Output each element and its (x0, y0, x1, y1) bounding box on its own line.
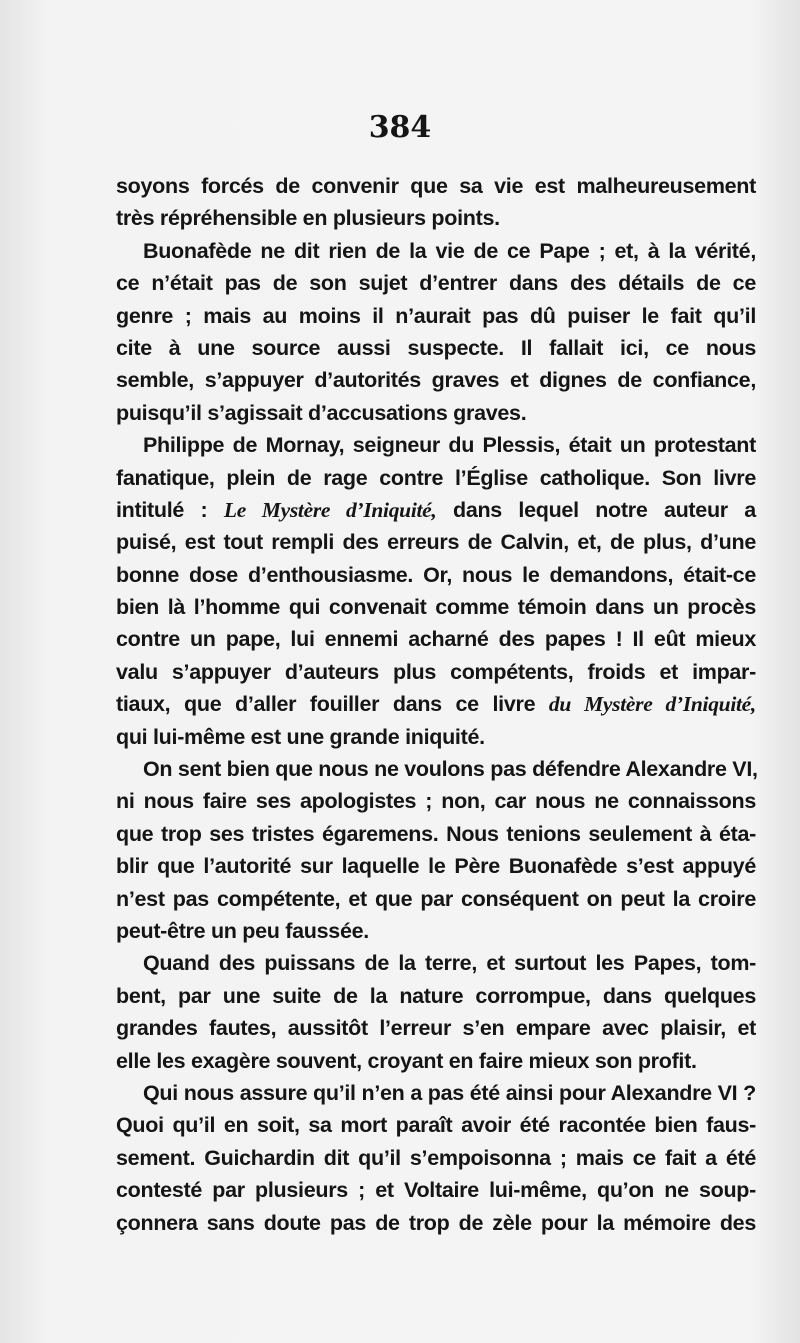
text-line: qui lui-même est une grande iniquité. (116, 724, 485, 749)
text-line: très répréhensible en plusieurs points. (116, 206, 500, 231)
text-line: que trop ses tristes égaremens. Nous tenions seulement à éta- (116, 821, 756, 846)
text-segment: tiaux, que d’aller fouiller dans ce livre (116, 692, 536, 717)
text-line (116, 688, 756, 720)
text-line: sement. Guichardin dit qu’il s’empoisonna ; mais ce fait a été (116, 1145, 756, 1170)
text-line: ni nous faire ses apologistes ; non, car nous ne connaissons (116, 789, 756, 814)
text-segment: dans lequel notre auteur a (452, 497, 756, 522)
page-number: 384 (368, 110, 432, 145)
text-line: ce n’était pas de son sujet d’entrer dans des détails de ce (116, 271, 756, 296)
text-line: cite à une source aussi suspecte. Il fallait ici, ce nous (116, 335, 756, 360)
text-line: Quoi qu’il en soit, sa mort paraît avoir été racontée bien faus- (116, 1113, 756, 1138)
text-line: puisqu’il s’agissait d’accusations graves. (116, 400, 527, 425)
text-line: fanatique, plein de rage contre l’Église catholique. Son livre (116, 465, 756, 490)
body-text (116, 170, 756, 1239)
text-line: contre un pape, lui ennemi acharné des papes ! Il eût mieux (116, 627, 756, 652)
text-line: contesté par plusieurs ; et Voltaire lui-même, qu’on ne soup- (116, 1178, 756, 1203)
text-line: çonnera sans doute pas de trop de zèle pour la mémoire des (116, 1210, 756, 1235)
text-line: grandes fautes, aussitôt l’erreur s’en empare avec plaisir, et (116, 1016, 756, 1041)
book-title-italic: du Mystère d’Iniquité, (548, 692, 756, 717)
text-line: genre ; mais au moins il n’aurait pas dû puiser le fait qu’il (116, 303, 756, 328)
text-line: blir que l’autorité sur laquelle le Père Buonafède s’est appuyé (116, 854, 756, 879)
text-line: bonne dose d’enthousiasme. Or, nous le demandons, était-ce (116, 562, 756, 587)
text-line: Qui nous assure qu’il n’en a pas été ainsi pour Alexandre VI ? (143, 1080, 756, 1105)
text-line: Buonafède ne dit rien de la vie de ce Pape ; et, à la vérité, (143, 238, 756, 263)
text-segment: intitulé : (116, 497, 208, 522)
text-line: puisé, est tout rempli des erreurs de Calvin, et, de plus, d’une (116, 530, 756, 555)
text-line: elle les exagère souvent, croyant en faire mieux son profit. (116, 1048, 697, 1073)
text-line: peut-être un peu faussée. (116, 918, 369, 943)
text-line: valu s’appuyer d’auteurs plus compétents, froids et impar- (116, 659, 756, 684)
text-line: Quand des puissans de la terre, et surtout les Papes, tom- (143, 951, 756, 976)
text-line: semble, s’appuyer d’autorités graves et dignes de confiance, (116, 368, 756, 393)
text-line: bien là l’homme qui convenait comme témoin dans un procès (116, 595, 756, 620)
text-line: On sent bien que nous ne voulons pas défendre Alexandre VI, (143, 757, 758, 782)
text-line: bent, par une suite de la nature corrompue, dans quelques (116, 983, 756, 1008)
text-line: n’est pas compétente, et que par conséquent on peut la croire (116, 886, 756, 911)
text-line (116, 494, 756, 526)
text-line: soyons forcés de convenir que sa vie est malheureusement (116, 174, 756, 198)
book-title-italic: Le Mystère d’Iniquité, (223, 497, 437, 522)
text-line: Philippe de Mornay, seigneur du Plessis, était un protestant (143, 433, 756, 458)
